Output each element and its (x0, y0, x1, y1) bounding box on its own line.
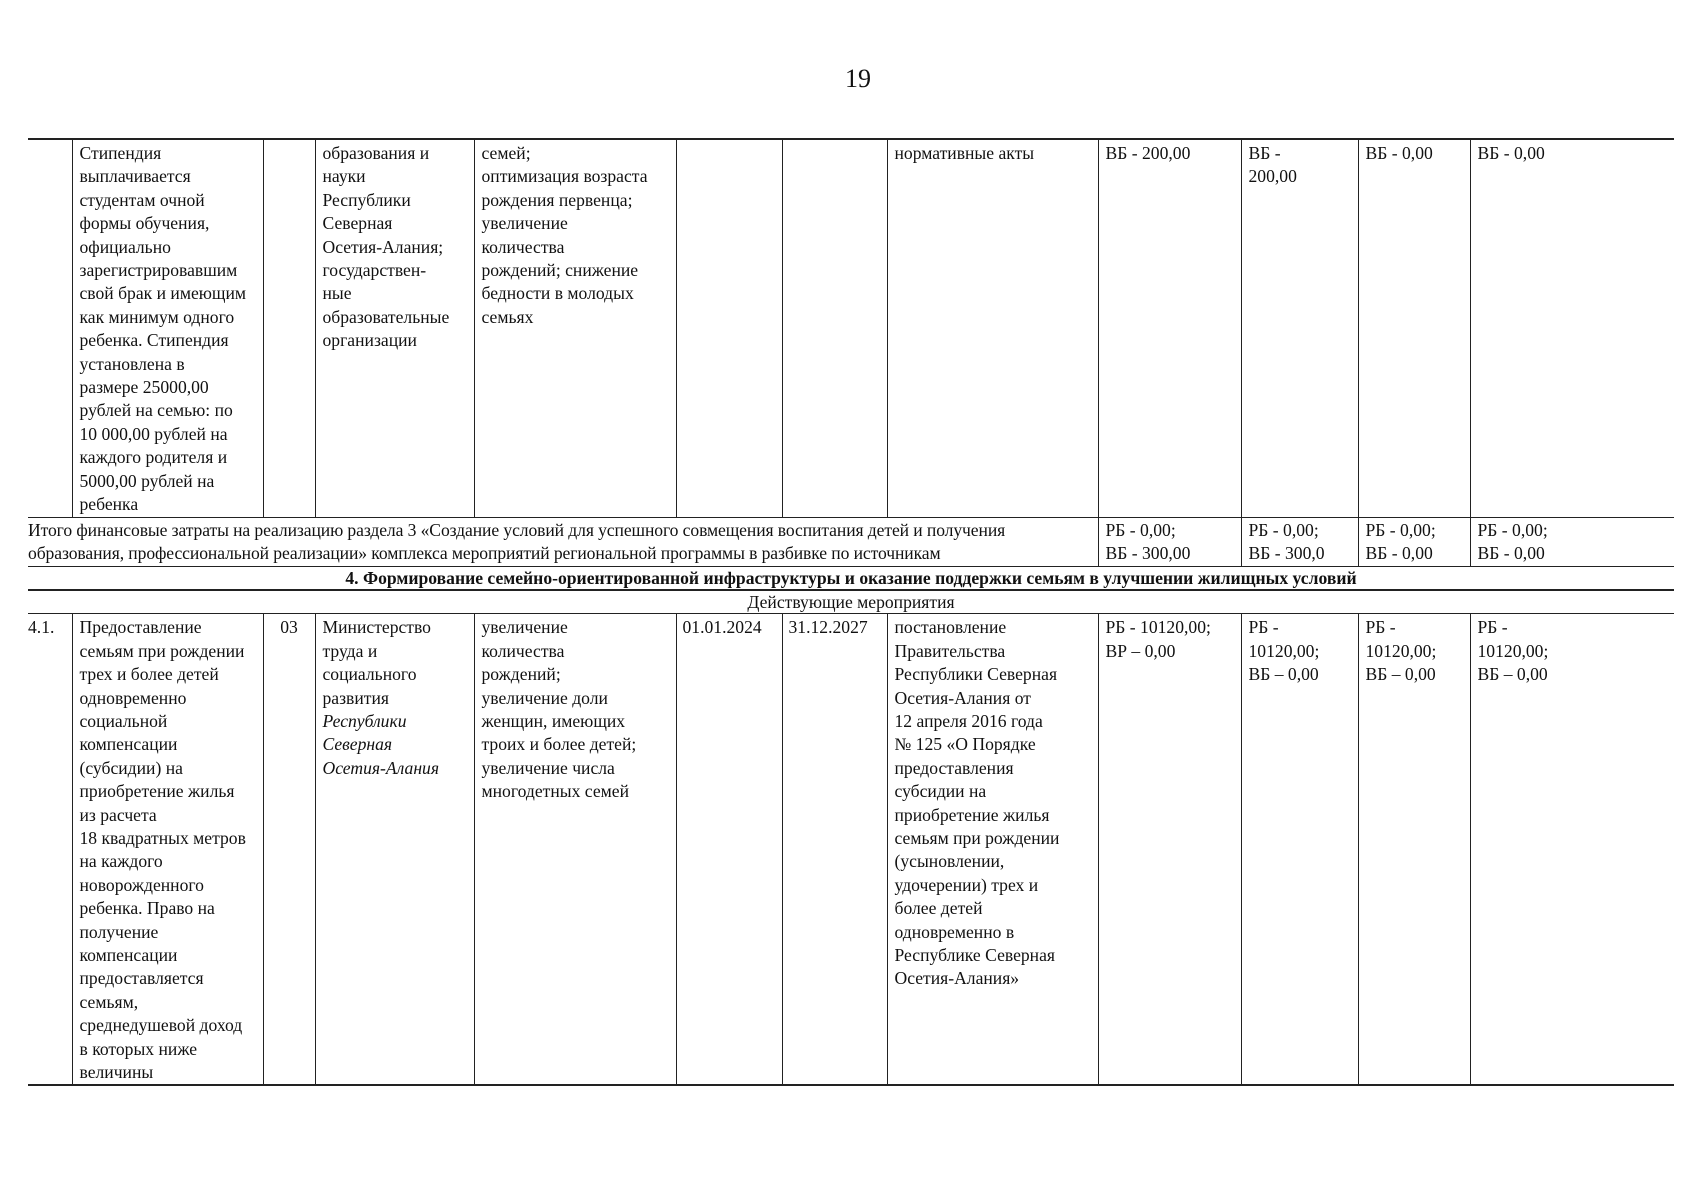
cell-executor: образования и науки Республики Северная Осетия-Алания; государствен- ные образовательные организации (315, 139, 474, 517)
cell-start-date (676, 139, 782, 517)
cell-number: 4.1. (28, 614, 72, 1086)
cell-code: 03 (263, 614, 315, 1086)
cell-funding-total: РБ - 10120,00; ВР – 0,00 (1098, 614, 1241, 1086)
table-row-section-heading (28, 567, 1674, 591)
cell-funding-year-1: РБ - 10120,00; ВБ – 0,00 (1241, 614, 1358, 1086)
table-row-activity-4-1 (28, 614, 1674, 1086)
cell-description: Предоставление семьям при рождении трех и более детей одновременно социальной компенсации (субсидии) на приобретение жилья из расчета 18 квадратных метров на каждого новорожденного ребенка. Право на получение компенсации предоставляется семьям, среднедушевой доход в которых ниже величины (72, 614, 263, 1086)
cell-end-date (782, 139, 887, 517)
cell-funding-year-2: ВБ - 0,00 (1358, 139, 1470, 517)
cell-funding-year-3: РБ - 10120,00; ВБ – 0,00 (1470, 614, 1674, 1086)
cell-legal-basis: нормативные акты (887, 139, 1098, 517)
executor-name: Министерство труда и социального развития (322, 617, 431, 708)
cell-total-funding-year-3: РБ - 0,00; ВБ - 0,00 (1470, 517, 1674, 567)
program-activities-table (28, 138, 1674, 1086)
cell-description: Стипендия выплачивается студентам очной формы обучения, официально зарегистрировавшим свой брак и имеющим как минимум одного ребенка. Стипендия установлена в размере 25000,00 рублей на семью: по 10 000,00 рублей на каждого родителя и 5000,00 рублей на ребенка (72, 139, 263, 517)
subsection-heading: Действующие мероприятия (28, 590, 1674, 614)
table-row-section-total (28, 517, 1674, 567)
cell-total-funding-year-2: РБ - 0,00; ВБ - 0,00 (1358, 517, 1470, 567)
cell-code (263, 139, 315, 517)
cell-funding-year-2: РБ - 10120,00; ВБ – 0,00 (1358, 614, 1470, 1086)
cell-result: увеличение количества рождений; увеличение доли женщин, имеющих троих и более детей; увеличение числа многодетных семей (474, 614, 676, 1086)
cell-executor (315, 614, 474, 1086)
cell-funding-total: ВБ - 200,00 (1098, 139, 1241, 517)
cell-legal-basis: постановление Правительства Республики Северная Осетия-Алания от 12 апреля 2016 года № 125 «О Порядке предоставления субсидии на приобретение жилья семьям при рождении (усыновлении, удочерении) трех и более детей одновременно в Республике Северная Осетия-Алания» (887, 614, 1098, 1086)
table-row-continuation (28, 139, 1674, 517)
cell-result: семей; оптимизация возраста рождения первенца; увеличение количества рождений; снижение бедности в молодых семьях (474, 139, 676, 517)
table-row-subsection-heading (28, 590, 1674, 614)
cell-total-funding-year-1: РБ - 0,00; ВБ - 300,0 (1241, 517, 1358, 567)
cell-end-date: 31.12.2027 (782, 614, 887, 1086)
section-total-label: Итого финансовые затраты на реализацию раздела 3 «Создание условий для успешного совмещения воспитания детей и получения образования, профессиональной реализации» комплекса мероприятий региональной программы в разбивке по источникам (28, 517, 1098, 567)
cell-total-funding-total: РБ - 0,00; ВБ - 300,00 (1098, 517, 1241, 567)
executor-region: Республики Северная Осетия-Алания (322, 710, 440, 778)
cell-funding-year-1: ВБ - 200,00 (1241, 139, 1358, 517)
section-heading: 4. Формирование семейно-ориентированной инфраструктуры и оказание поддержки семьям в улучшении жилищных условий (28, 567, 1674, 591)
cell-funding-year-3: ВБ - 0,00 (1470, 139, 1674, 517)
page-number: 19 (845, 64, 871, 93)
cell-start-date: 01.01.2024 (676, 614, 782, 1086)
cell-number (28, 139, 72, 517)
